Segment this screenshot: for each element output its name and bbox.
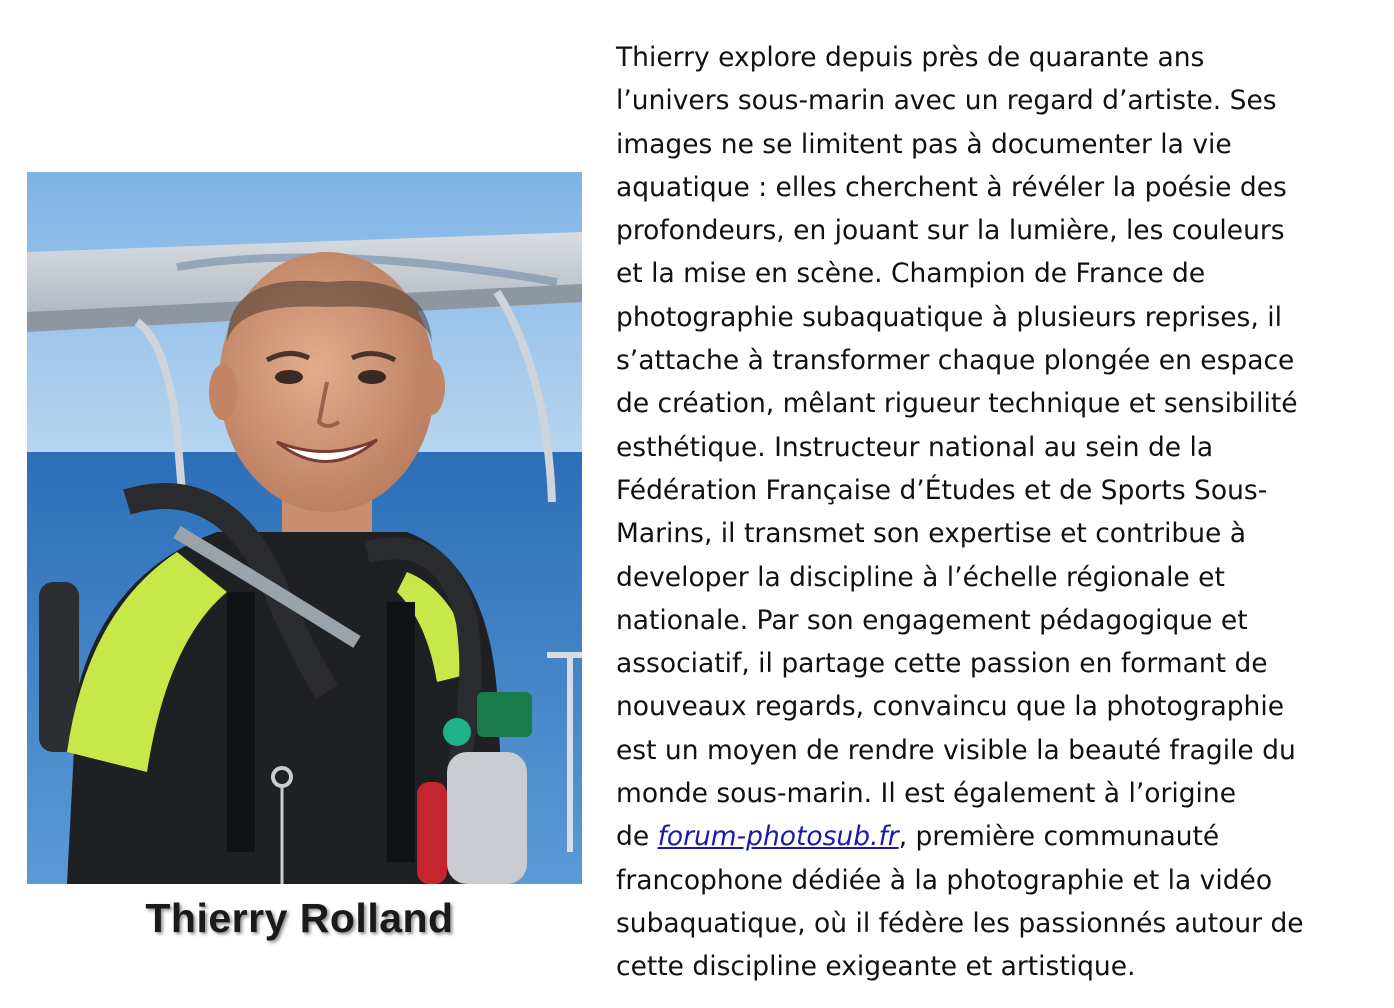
bio-line: est un moyen de rendre visible la beauté fragile du [616,734,1296,766]
bio-line: profondeurs, en jouant sur la lumière, les couleurs [616,215,1285,247]
bio-line: subaquatique, où il fédère les passionnés autour de [616,907,1304,939]
link-prefix: de [616,821,658,853]
biography-text [616,36,1386,989]
bio-line: aquatique : elles cherchent à révéler la poésie des [616,171,1287,203]
photographer-name: Thierry Rolland [145,895,454,941]
portrait-photo [27,172,582,884]
bio-line: de création, mêlant rigueur technique et sensibilité [616,388,1298,420]
bio-line: developer la discipline à l’échelle régionale et [616,561,1225,593]
bio-line: francophone dédiée à la photographie et la vidéo [616,864,1273,896]
bio-line: associatif, il partage cette passion en formant de [616,648,1268,680]
bio-line: nationale. Par son engagement pédagogique et [616,604,1248,636]
bio-line: cette discipline exigeante et artistique. [616,951,1136,983]
bio-line: Fédération Française d’Études et de Sports Sous- [616,474,1268,506]
forum-photosub-link[interactable]: forum-photosub.fr [657,821,899,853]
bio-line: photographie subaquatique à plusieurs reprises, il [616,301,1282,333]
bio-line: l’univers sous-marin avec un regard d’artiste. Ses [616,85,1277,117]
bio-line-with-link [616,815,1386,858]
bio-line: Thierry explore depuis près de quarante ans [616,42,1205,73]
bio-line: nouveaux regards, convaincu que la photographie [616,691,1284,723]
bio-line: Marins, il transmet son expertise et contribue à [616,518,1247,550]
link-suffix: , première communauté [898,821,1220,853]
bio-line: monde sous-marin. Il est également à l’origine [616,778,1236,810]
bio-line: et la mise en scène. Champion de France de [616,258,1206,290]
bio-line: images ne se limitent pas à documenter la vie [616,128,1232,160]
bio-line: esthétique. Instructeur national au sein de la [616,431,1214,463]
bio-line: s’attache à transformer chaque plongée en espace [616,345,1295,377]
